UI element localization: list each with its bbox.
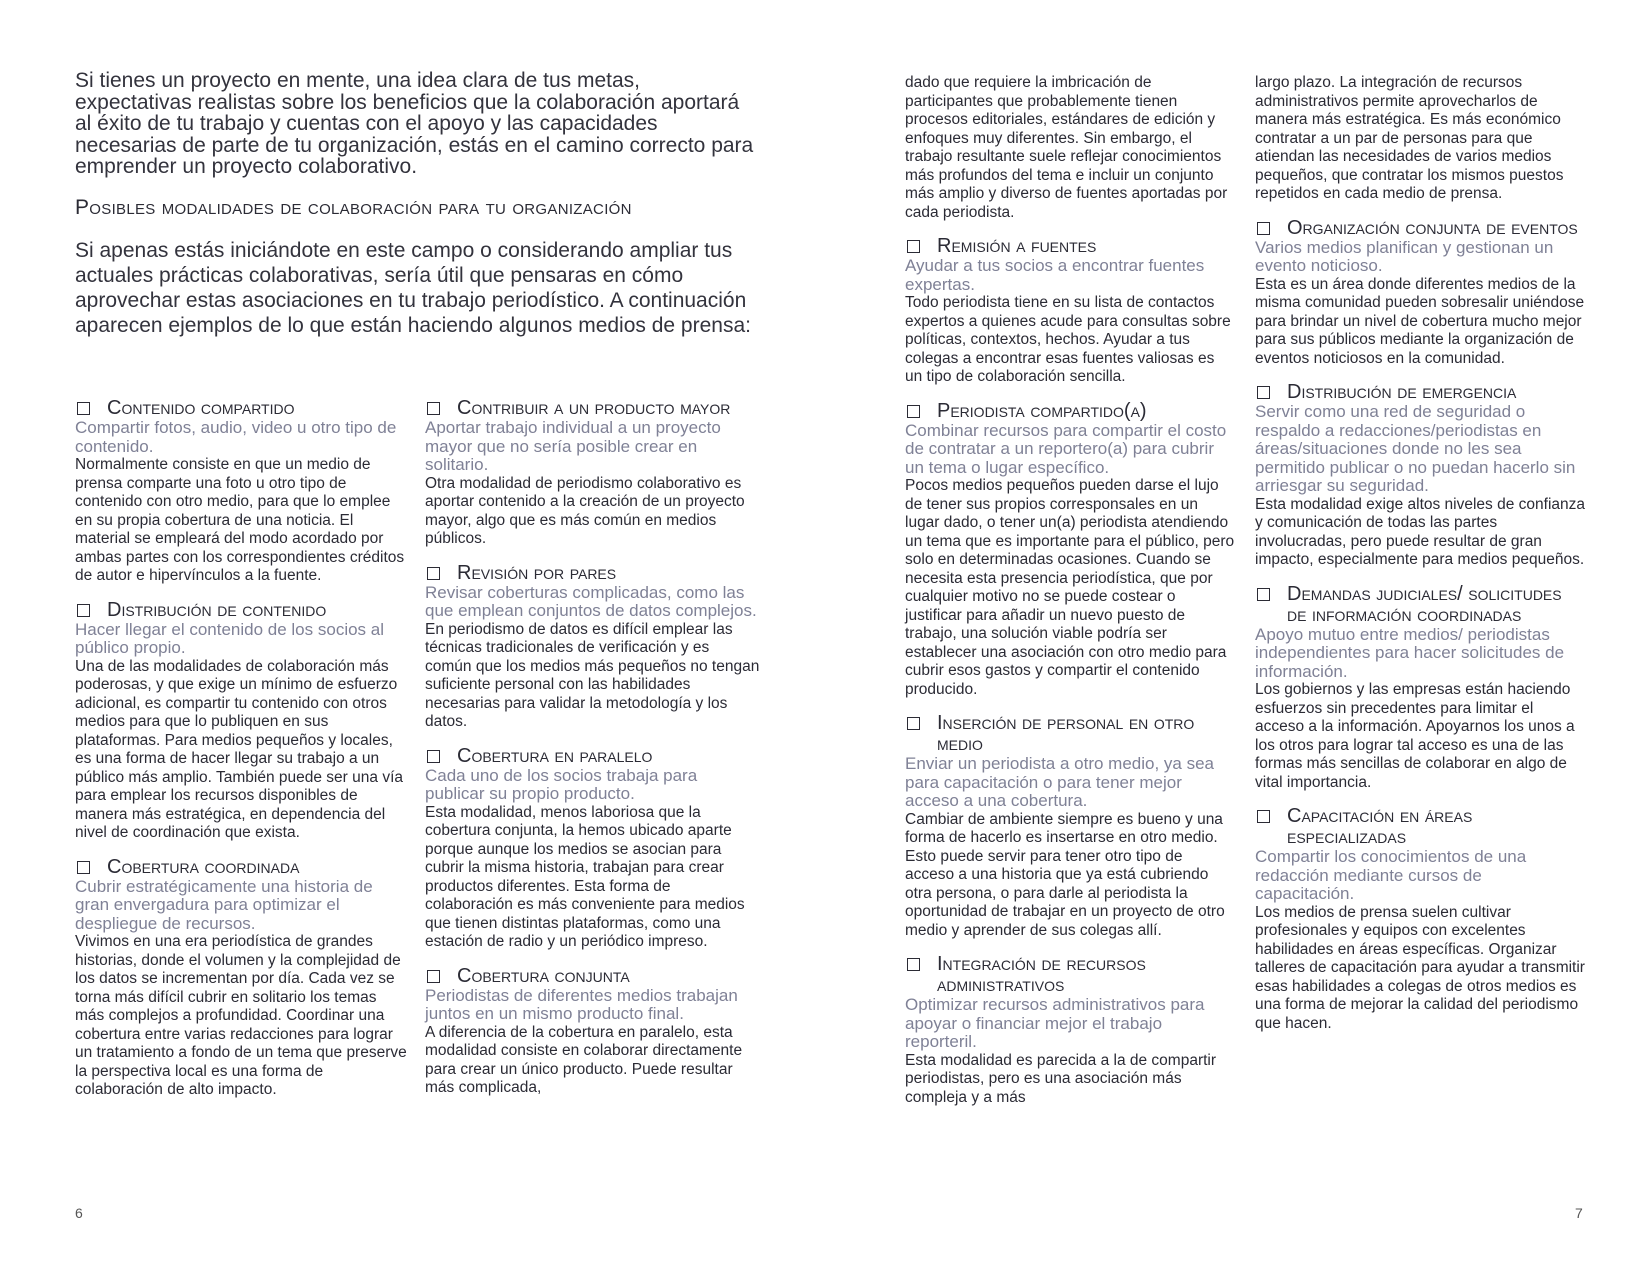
section-insercion-personal	[905, 713, 1235, 940]
section-title: Cobertura conjunta	[425, 966, 760, 987]
section-contenido-compartido	[75, 398, 410, 586]
checkbox-icon	[427, 750, 440, 763]
section-title: Distribución de contenido	[75, 600, 410, 621]
section-body: Pocos medios pequeños pueden darse el lujo de tener sus propios corresponsales en un lugar dado, o tener un(a) periodista atendiendo un tema que es importante para el público, pero solo en determinadas ocasiones. Cuando se necesita esta presencia periodística, que por cualquier motivo no se puede costear o justificar para añadir un nuevo puesto de trabajo, una solución viable podría ser establecer una asociación con otro medio para cubrir esos gastos y compartir el contenido producido.	[905, 477, 1235, 698]
section-body: Cambiar de ambiente siempre es bueno y una forma de hacerlo es insertarse en otro medio. Esto puede servir para tener otro tipo de acceso a una historia que ya está cubriendo otra persona, o para darle al periodista la oportunidad de trabajar en un proyecto de otro medio y aprender de sus colegas allí.	[905, 810, 1225, 939]
section-title: Revisión por pares	[425, 563, 760, 584]
page-number-left: 6	[75, 1205, 83, 1221]
section-body: Esta es un área donde diferentes medios de la misma comunidad pueden sobresalir uniéndose para brindar un nivel de cobertura mucho mejor para sus públicos mediante la organización de eventos noticiosos en la comunidad.	[1255, 275, 1585, 367]
left-page-top	[75, 70, 755, 338]
column-4	[1255, 74, 1585, 1047]
section-subtitle: Cubrir estratégicamente una historia de gran envergadura para optimizar el despliegue de recursos.	[75, 876, 373, 933]
section-subtitle: Combinar recursos para compartir el costo de contratar a un reportero(a) para cubrir un tema o lugar específico.	[905, 420, 1227, 477]
section-subtitle: Aportar trabajo individual a un proyecto mayor que no sería posible crear en solitario.	[425, 418, 721, 474]
page-number-right: 7	[1575, 1205, 1583, 1221]
section-title: Contribuir a un producto mayor	[425, 398, 760, 419]
section-subtitle: Cada uno de los socios trabaja para publicar su propio producto.	[425, 765, 698, 803]
section-title: Capacitación en áreas especializadas	[1255, 806, 1585, 848]
section-cobertura-paralelo	[425, 746, 760, 952]
section-body: A diferencia de la cobertura en paralelo, esta modalidad consiste en colaborar directamente para crear un único producto. Puede resultar más complicada,	[425, 1023, 743, 1096]
checkbox-icon	[77, 402, 90, 415]
section-title: Inserción de personal en otro medio	[905, 713, 1235, 755]
intro-paragraph-2: Si apenas estás iniciándote en este campo o considerando ampliar tus actuales prácticas colaborativas, sería útil que pensaras en cómo aprovechar estas asociaciones en tu trabajo periodístico. A continuación aparecen ejemplos de lo que están haciendo algunos medios de prensa:	[75, 238, 751, 337]
section-body: Otra modalidad de periodismo colaborativo es aportar contenido a la creación de un proyecto mayor, algo que es más común en medios públicos.	[425, 474, 745, 547]
section-body: Esta modalidad es parecida a la de compartir periodistas, pero es una asociación más compleja y a más	[905, 1051, 1217, 1106]
section-subtitle: Varios medios planifican y gestionan un evento noticioso.	[1255, 237, 1554, 275]
section-title: Contenido compartido	[75, 398, 410, 419]
section-subtitle: Apoyo mutuo entre medios/ periodistas independientes para hacer solicitudes de información.	[1255, 624, 1565, 681]
section-body: Los medios de prensa suelen cultivar profesionales y equipos con excelentes habilidades en áreas específicas. Organizar talleres de capacitación para ayudar a transmitir esas habilidades a colegas de otros medios es una forma de mejorar la calidad del periodismo que hacen.	[1255, 903, 1585, 1032]
section-body: Esta modalidad, menos laboriosa que la cobertura conjunta, la hemos ubicado aparte porque aunque los medios se asocian para cubrir la misma historia, trabajan para crear productos diferentes. Esta forma de colaboración es más conveniente para medios que tienen distintas plataformas, como una estación de radio y un periódico impreso.	[425, 803, 745, 950]
section-title: Distribución de emergencia	[1255, 382, 1585, 403]
checkbox-icon	[1257, 810, 1270, 823]
section-body: Una de las modalidades de colaboración más poderosas, y que exige un mínimo de esfuerzo adicional, es compartir tu contenido con otros medios para que lo publiquen en sus plataformas. Para medios pequeños y locales, es una forma de hacer llegar su trabajo a un público más amplio. También puede ser una vía para emplear los recursos disponibles de manera más estratégica, en dependencia del nivel de coordinación que exista.	[75, 657, 403, 841]
section-contribuir-producto	[425, 398, 760, 549]
section-body: Normalmente consiste en que un medio de prensa comparte una foto u otro tipo de contenido con otro medio, para que lo emplee en su propia cobertura de una noticia. El material se empleará del modo acordado por ambas partes con los correspondientes créditos de autor e hipervínculos a la fuente.	[75, 456, 405, 584]
section-title: Cobertura en paralelo	[425, 746, 760, 767]
checkbox-icon	[1257, 386, 1270, 399]
section-subtitle: Compartir fotos, audio, video u otro tipo de contenido.	[75, 418, 397, 456]
section-title: Demandas judiciales/ solicitudes de información coordinadas	[1255, 584, 1585, 626]
column-1	[75, 398, 410, 1114]
section-organizacion-eventos	[1255, 218, 1585, 369]
checkbox-icon	[427, 402, 440, 415]
section-periodista-compartido	[905, 401, 1235, 700]
section-cobertura-coordinada	[75, 857, 410, 1100]
section-revision-pares	[425, 563, 760, 732]
continued-text: dado que requiere la imbricación de participantes que probablemente tienen procesos editoriales, estándares de edición y enfoques muy diferentes. Sin embargo, el trabajo resultante suele reflejar conocimientos más profundos del tema e incluir un conjunto más amplio y diverso de fuentes aportadas por cada periodista.	[905, 74, 1228, 221]
section-title: Periodista compartido(a)	[905, 401, 1235, 422]
section-subtitle: Hacer llegar el contenido de los socios al público propio.	[75, 619, 385, 657]
checkbox-icon	[1257, 588, 1270, 601]
checkbox-icon	[907, 717, 920, 730]
section-body: Esta modalidad exige altos niveles de confianza y comunicación de todas las partes involucradas, pero puede resultar de gran impacto, especialmente para medios pequeños.	[1255, 495, 1586, 568]
section-body: Todo periodista tiene en su lista de contactos expertos a quienes acude para consultas sobre políticas, contextos, hechos. Ayudar a tus colegas a encontrar esas fuentes valiosas es un tipo de colaboración sencilla.	[905, 294, 1231, 385]
checkbox-icon	[907, 958, 920, 971]
section-title: Cobertura coordinada	[75, 857, 410, 878]
section-body: Los gobiernos y las empresas están haciendo esfuerzos sin precedentes para limitar el acceso a la información. Apoyarnos los unos a los otros para lograr tal acceso es una de las formas más sencillas de colaborar en algo de vital importancia.	[1255, 681, 1575, 791]
section-body: En periodismo de datos es difícil emplear las técnicas tradicionales de verificación y es común que los medios más pequeños no tengan suficiente personal con las habilidades necesarias para validar la metodología y los datos.	[425, 620, 760, 730]
section-subtitle: Compartir los conocimientos de una redacción mediante cursos de capacitación.	[1255, 847, 1527, 903]
section-subtitle: Periodistas de diferentes medios trabajan juntos en un mismo producto final.	[425, 985, 738, 1023]
checkbox-icon	[907, 240, 920, 253]
section-subtitle: Revisar coberturas complicadas, como las que emplean conjuntos de datos complejos.	[425, 582, 757, 620]
continued-text: largo plazo. La integración de recursos administrativos permite aprovecharlos de manera más estratégica. Es más económico contratar a un par de personas para que atiendan las necesidades de varios medios pequeños, que contratar los mismos puestos repetidos en cada medio de prensa.	[1255, 74, 1564, 202]
section-remision-fuentes	[905, 236, 1235, 387]
section-title: Integración de recursos administrativos	[905, 954, 1235, 996]
section-distribucion-emergencia	[1255, 382, 1585, 570]
intro-paragraph: Si tienes un proyecto en mente, una idea clara de tus metas, expectativas realistas sobre los beneficios que la colaboración aportará al éxito de tu trabajo y cuentas con el apoyo y las capacidades necesarias de parte de tu organización, estás en el camino correcto para emprender un proyecto colaborativo.	[75, 69, 754, 178]
section-heading: Posibles modalidades de colaboración para tu organización	[75, 195, 632, 219]
column-3	[905, 74, 1235, 1121]
section-capacitacion	[1255, 806, 1585, 1033]
section-body: Vivimos en una era periodística de grandes historias, donde el volumen y la complejidad de los datos se incrementan por día. Cada vez se torna más difícil cubrir en solitario los temas más complejos a profundidad. Coordinar una cobertura entre varias redacciones para lograr un tratamiento a fondo de un tema que preserve la perspectiva local es una forma de colaboración de alto impacto.	[75, 933, 407, 1098]
checkbox-icon	[1257, 222, 1270, 235]
section-title: Remisión a fuentes	[905, 236, 1235, 257]
section-demandas-judiciales	[1255, 584, 1585, 793]
checkbox-icon	[427, 567, 440, 580]
checkbox-icon	[427, 970, 440, 983]
section-cobertura-conjunta	[425, 966, 760, 1098]
section-subtitle: Optimizar recursos administrativos para apoyar o financiar mejor el trabajo reporteril.	[905, 995, 1205, 1051]
section-subtitle: Servir como una red de seguridad o respaldo a redacciones/periodistas en áreas/situaciones donde no les sea permitido publicar o no puedan hacerlo sin arriesgar su seguridad.	[1255, 402, 1576, 495]
section-integracion-recursos	[905, 954, 1235, 1107]
section-subtitle: Enviar un periodista a otro medio, ya sea para capacitación o para tener mejor acceso a una cobertura.	[905, 754, 1215, 810]
checkbox-icon	[907, 405, 920, 418]
checkbox-icon	[77, 861, 90, 874]
checkbox-icon	[77, 604, 90, 617]
column-2	[425, 398, 760, 1112]
section-subtitle: Ayudar a tus socios a encontrar fuentes expertas.	[905, 256, 1205, 294]
section-distribucion-contenido	[75, 600, 410, 843]
section-title: Organización conjunta de eventos	[1255, 218, 1585, 239]
